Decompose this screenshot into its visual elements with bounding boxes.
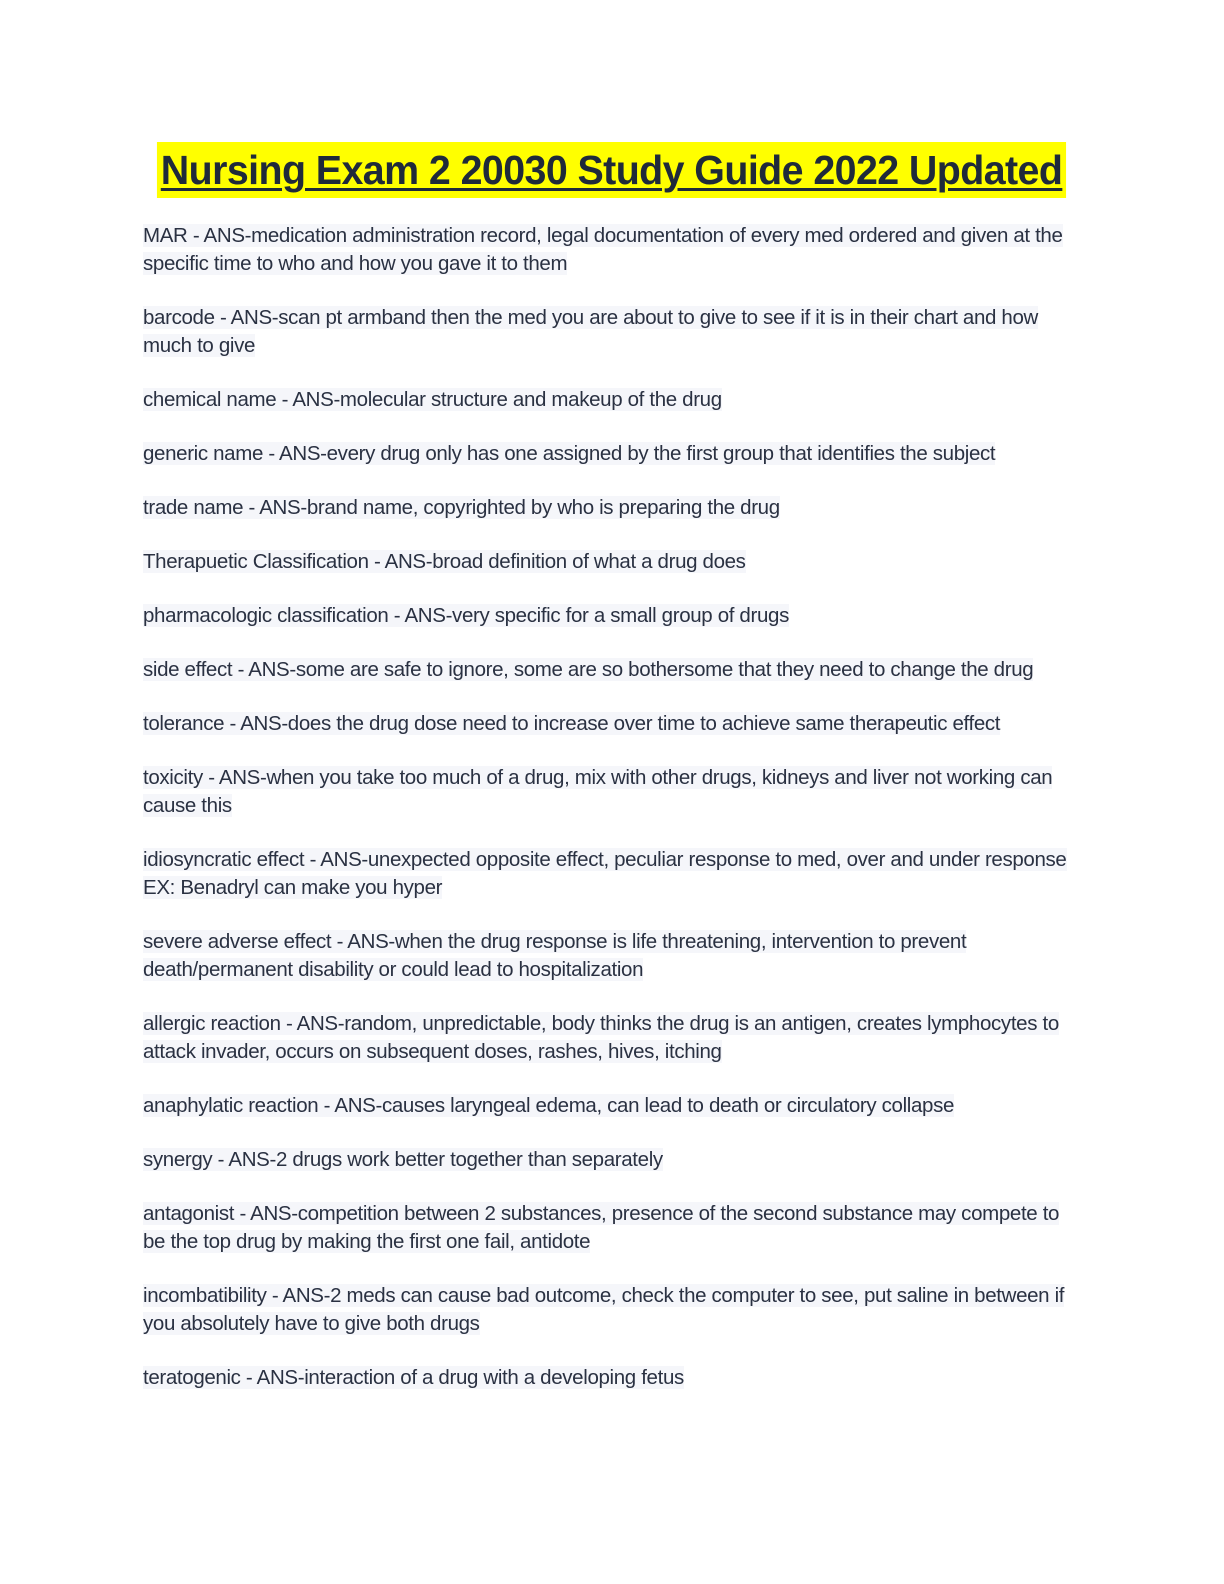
entry-toxicity [143,764,1073,820]
entry-text: idiosyncratic effect - ANS-unexpected opposite effect, peculiar response to med, over and under response EX: Benadryl can make you hyper [143,848,1067,899]
entry-teratogenic [143,1364,1073,1392]
entry-anaphylatic-reaction [143,1092,1073,1120]
entry-text: anaphylatic reaction - ANS-causes laryngeal edema, can lead to death or circulatory collapse [143,1094,955,1117]
document-title: Nursing Exam 2 20030 Study Guide 2022 Updated [157,142,1066,198]
entry-trade-name [143,494,1073,522]
entry-severe-adverse-effect [143,928,1073,984]
entry-text: tolerance - ANS-does the drug dose need to increase over time to achieve same therapeutic effect [143,712,1001,735]
entry-generic-name [143,440,1073,468]
title-container [0,142,1224,198]
entry-side-effect [143,656,1073,684]
entry-text: MAR - ANS-medication administration record, legal documentation of every med ordered and given at the specific time to who and how you gave it to them [143,224,1063,275]
entry-text: chemical name - ANS-molecular structure and makeup of the drug [143,388,722,411]
entry-text: generic name - ANS-every drug only has one assigned by the first group that identifies the subject [143,442,996,465]
entry-chemical-name [143,386,1073,414]
entry-allergic-reaction [143,1010,1073,1066]
entry-text: teratogenic - ANS-interaction of a drug with a developing fetus [143,1366,684,1389]
entry-synergy [143,1146,1073,1174]
entry-text: synergy - ANS-2 drugs work better together than separately [143,1148,663,1171]
entry-text: incombatibility - ANS-2 meds can cause bad outcome, check the computer to see, put saline in between if you absolutely have to give both drugs [143,1284,1065,1335]
entry-tolerance [143,710,1073,738]
entry-text: side effect - ANS-some are safe to ignore, some are so bothersome that they need to change the drug [143,658,1034,681]
entry-therapeutic-classification [143,548,1073,576]
entry-text: trade name - ANS-brand name, copyrighted by who is preparing the drug [143,496,780,519]
entry-text: Therapuetic Classification - ANS-broad definition of what a drug does [143,550,746,573]
entry-text: antagonist - ANS-competition between 2 substances, presence of the second substance may compete to be the top drug by making the first one fail, antidote [143,1202,1060,1253]
entry-antagonist [143,1200,1073,1256]
entry-barcode [143,304,1073,360]
entry-text: toxicity - ANS-when you take too much of a drug, mix with other drugs, kidneys and liver not working can cause this [143,766,1053,817]
entry-text: pharmacologic classification - ANS-very specific for a small group of drugs [143,604,789,627]
entry-text: barcode - ANS-scan pt armband then the med you are about to give to see if it is in their chart and how much to give [143,306,1038,357]
entry-list [143,222,1073,1418]
entry-mar [143,222,1073,278]
entry-idiosyncratic-effect [143,846,1073,902]
entry-text: severe adverse effect - ANS-when the drug response is life threatening, intervention to prevent death/permanent disability or could lead to hospitalization [143,930,967,981]
entry-text: allergic reaction - ANS-random, unpredictable, body thinks the drug is an antigen, creates lymphocytes to attack invader, occurs on subsequent doses, rashes, hives, itching [143,1012,1059,1063]
entry-pharmacologic-classification [143,602,1073,630]
entry-incombatibility [143,1282,1073,1338]
